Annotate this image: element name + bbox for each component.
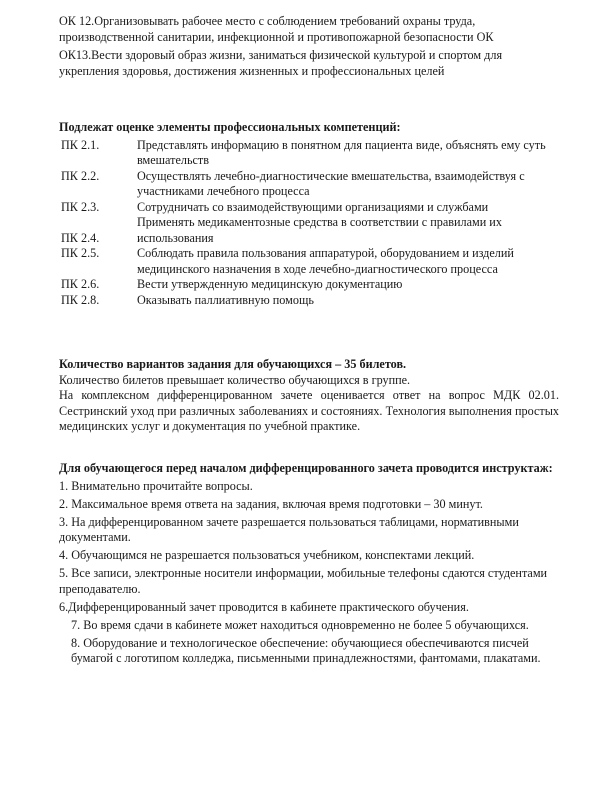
competency-row	[59, 215, 559, 246]
instruction-item: 1. Внимательно прочитайте вопросы.	[59, 478, 253, 493]
instruction-item: 7. Во время сдачи в кабинете может находиться одновременно не более 5 обучающихся.	[71, 617, 529, 632]
instruction-item: 6.Дифференцированный зачет проводится в кабинете практического обучения.	[59, 599, 469, 614]
competency-code: ПК 2.8.	[61, 292, 100, 307]
general-competencies-block	[59, 14, 559, 82]
instructions-heading: Для обучающегося перед началом дифференцированного зачета проводится инструктаж:	[59, 461, 553, 475]
competency-text: Представлять информацию в понятном для пациента виде, объяснять ему суть вмешательств	[137, 137, 546, 167]
competency-row	[59, 246, 559, 277]
competency-row	[59, 138, 559, 169]
competency-code: ПК 2.6.	[61, 277, 100, 291]
competency-row	[59, 277, 559, 293]
instruction-item: 5. Все записи, электронные носители информации, мобильные телефоны сдаются студентами преподавателю.	[59, 566, 548, 596]
competency-text: Осуществлять лечебно-диагностические вмешательства, взаимодействуя с участниками лечебного процесса	[137, 168, 525, 198]
competency-row	[59, 200, 559, 216]
instructions-block	[59, 461, 559, 669]
competencies-heading: Подлежат оценке элементы профессиональных компетенций:	[59, 120, 401, 134]
exam-description-text: На комплексном дифференцированном зачете оценивается ответ на вопрос МДК 02.01. Сестринский уход при различных заболеваниях и состояниях. Технология выполнения простых медицинских услуг и документация по учебной практике.	[59, 388, 559, 433]
competency-code: ПК 2.3.	[61, 199, 100, 214]
professional-competencies-block	[59, 120, 559, 308]
competency-text: Соблюдать правила пользования аппаратурой, оборудованием и изделий медицинского назначения в ходе лечебно-диагностического процесса	[137, 246, 514, 276]
instruction-item: 2. Максимальное время ответа на задания, включая время подготовки – 30 минут.	[59, 496, 483, 511]
tickets-count-text: Количество билетов превышает количество обучающихся в группе.	[59, 372, 411, 387]
competency-text: Применять медикаментозные средства в соответствии с правилами их использования	[137, 215, 502, 245]
instruction-item: 8. Оборудование и технологическое обеспечение: обучающиеся обеспечиваются писчей бумагой с логотипом колледжа, письменными принадлежностями, фантомами, плакатами.	[71, 635, 541, 665]
variants-heading: Количество вариантов задания для обучающихся – 35 билетов.	[59, 357, 407, 371]
competency-code: ПК 2.5.	[61, 246, 100, 260]
competency-text: Вести утвержденную медицинскую документацию	[137, 277, 403, 291]
competency-code: ПК 2.2.	[61, 168, 100, 183]
instruction-item: 3. На дифференцированном зачете разрешается пользоваться таблицами, нормативными документами.	[59, 514, 519, 544]
competency-text: Сотрудничать со взаимодействующими организациями и службами	[137, 199, 489, 214]
ok-13-text: ОК13.Вести здоровый образ жизни, заниматься физической культурой и спортом для укрепления здоровья, достижения жизненных и профессиональных целей	[59, 48, 503, 78]
variants-block	[59, 357, 559, 435]
competency-code: ПК 2.4.	[61, 230, 100, 245]
competency-text: Оказывать паллиативную помощь	[137, 292, 314, 307]
competency-row	[59, 169, 559, 200]
competency-row	[59, 293, 559, 309]
competency-code: ПК 2.1.	[61, 137, 100, 152]
instruction-item: 4. Обучающимся не разрешается пользоваться учебником, конспектами лекций.	[59, 548, 475, 562]
ok-12-text: ОК 12.Организовывать рабочее место с соблюдением требований охраны труда, производственной санитарии, инфекционной и противопожарной безопасности ОК	[59, 14, 494, 44]
